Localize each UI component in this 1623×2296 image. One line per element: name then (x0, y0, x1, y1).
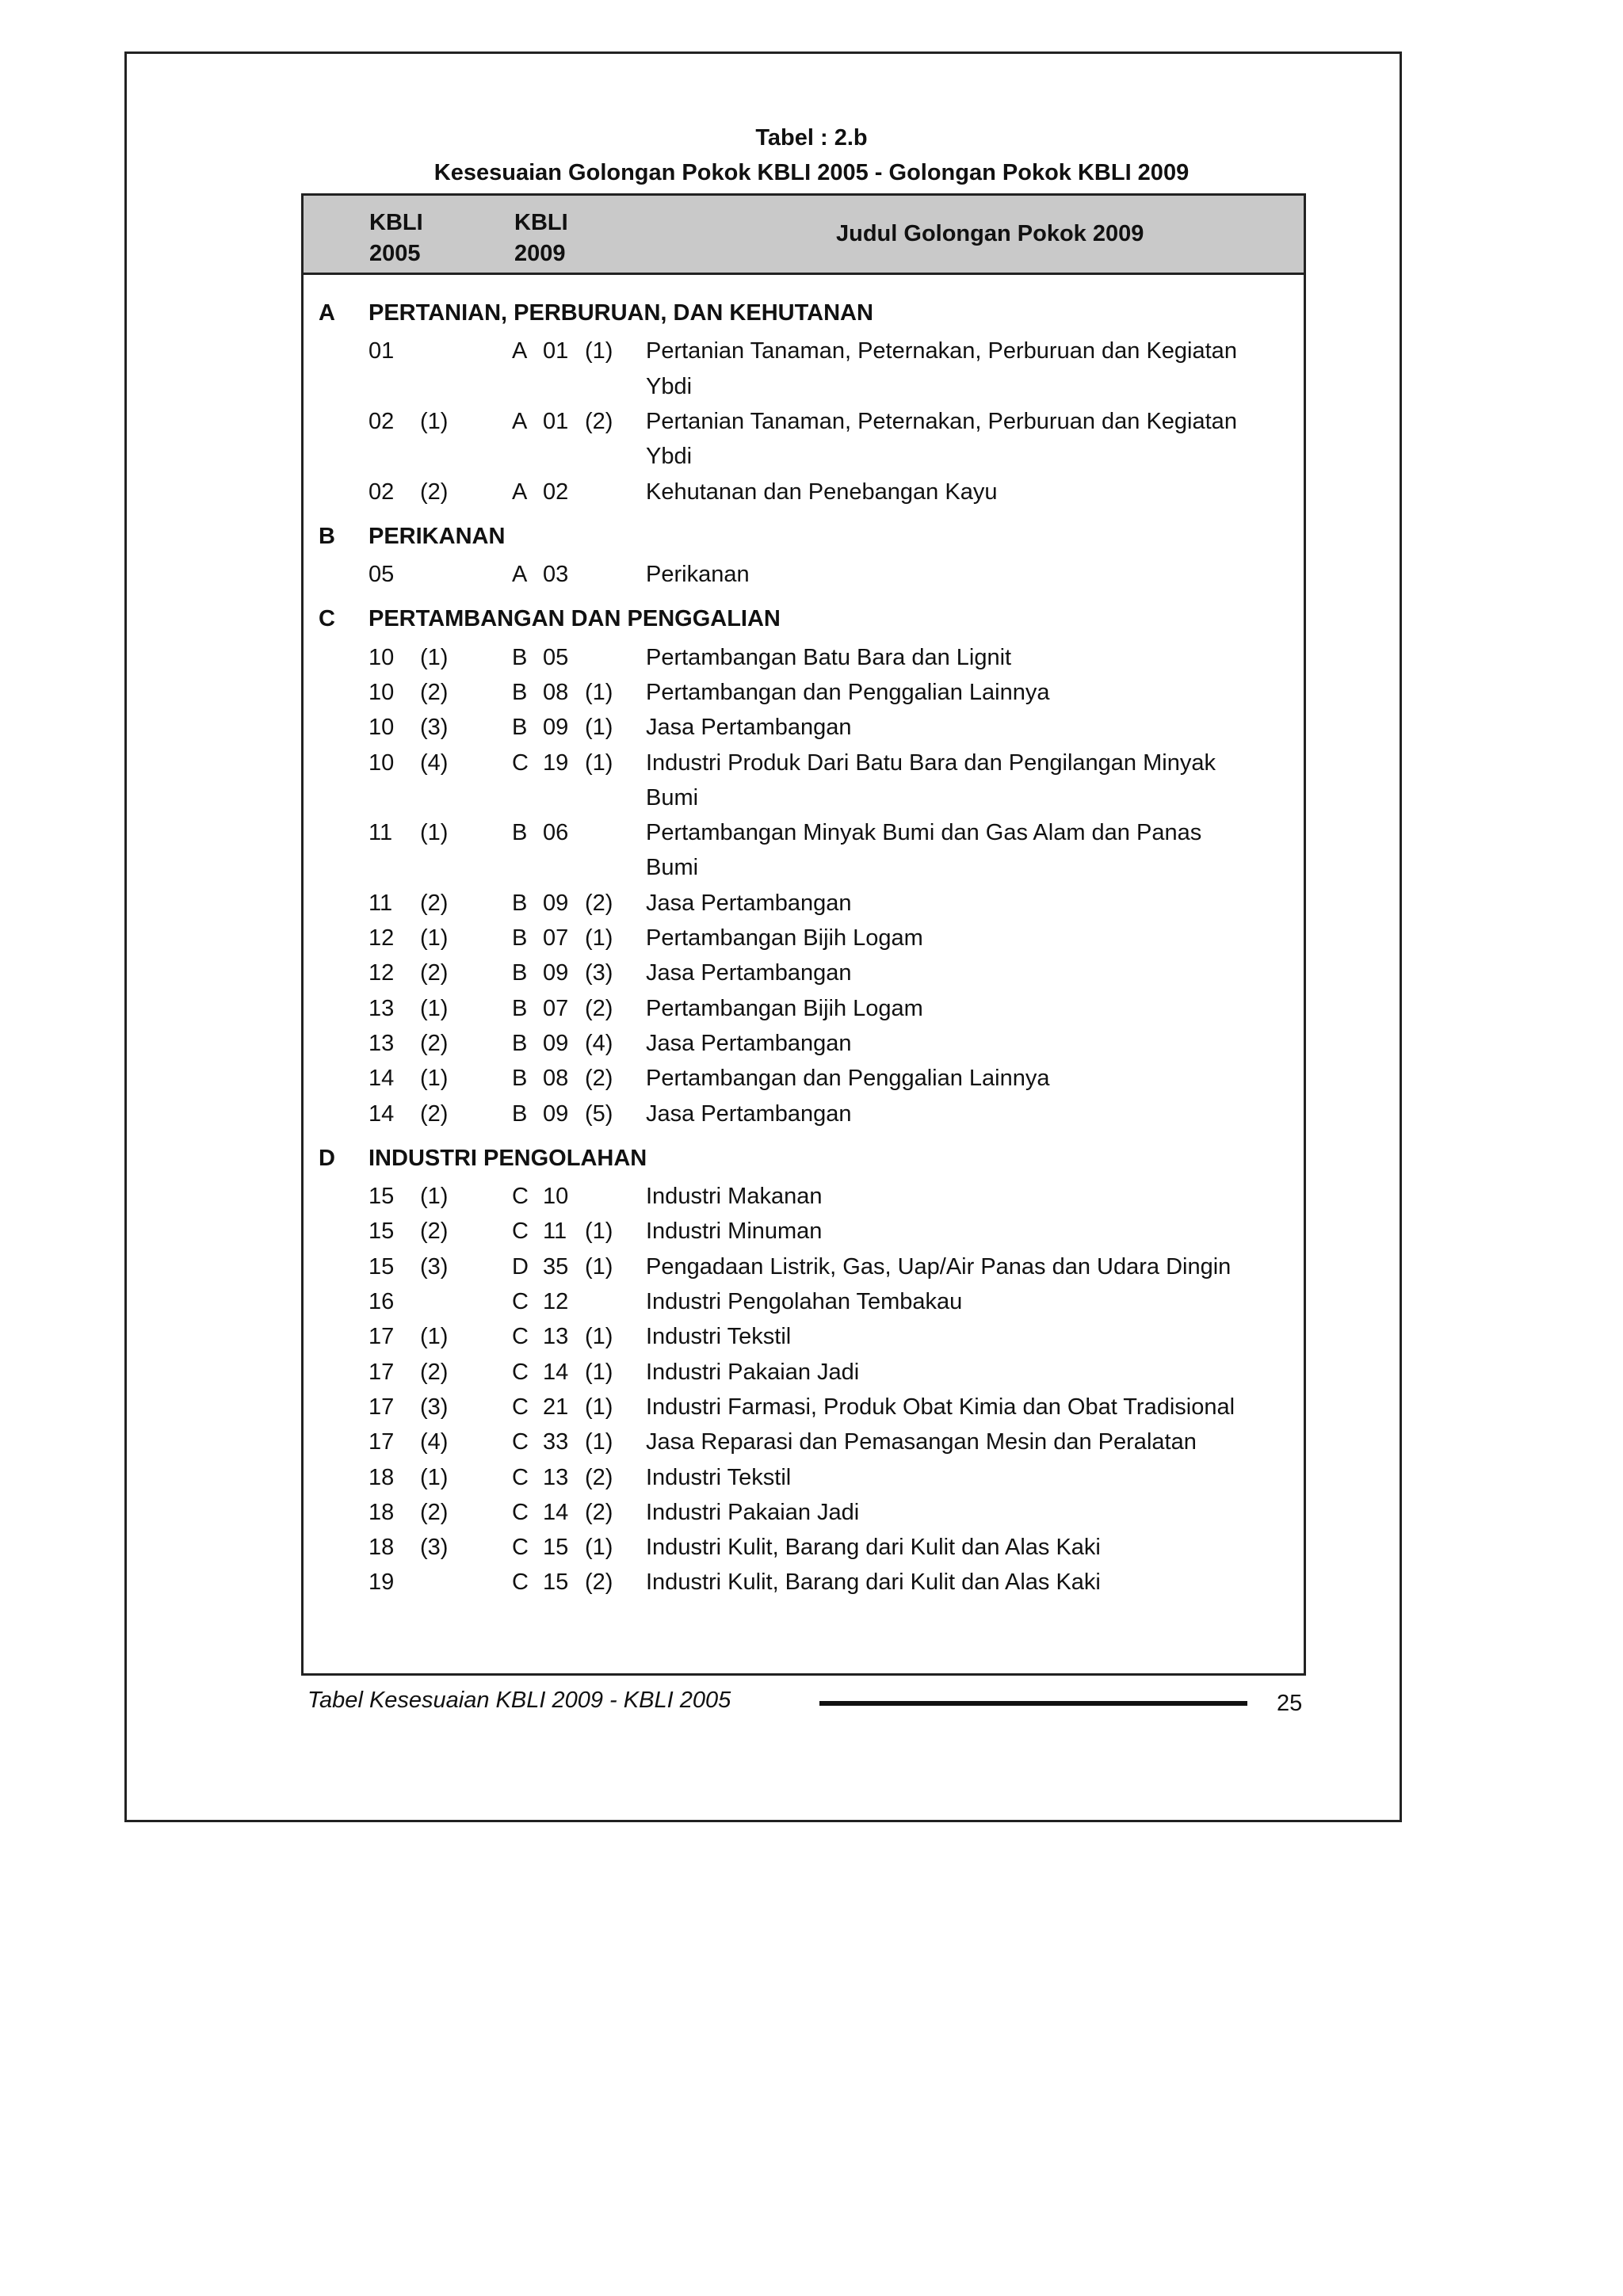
kbli-2005-part: (2) (420, 891, 449, 916)
kbli-2005-part: (3) (420, 1394, 449, 1420)
kbli-2009-part: (2) (585, 1569, 613, 1595)
kbli-2005-code: 18 (369, 1500, 395, 1525)
kbli-2005-code: 11 (369, 891, 393, 916)
kbli-2009-letter: B (512, 1101, 528, 1127)
judul-golongan: Pertambangan Bijih Logam (646, 996, 923, 1021)
kbli-2009-letter: C (512, 1465, 529, 1490)
kbli-2005-code: 16 (369, 1289, 395, 1314)
section-letter: A (319, 300, 335, 326)
title-continuation: Ybdi (646, 374, 693, 399)
kbli-2009-code: 02 (543, 479, 569, 505)
table-header (304, 196, 1304, 275)
kbli-2005-part: (1) (420, 409, 449, 434)
judul-golongan: Jasa Pertambangan (646, 891, 852, 916)
kbli-2009-part: (1) (585, 680, 613, 705)
kbli-2009-part: (2) (585, 1465, 613, 1490)
kbli-2009-code: 11 (543, 1219, 567, 1244)
kbli-2009-part: (2) (585, 1500, 613, 1525)
kbli-2009-letter: C (512, 1184, 529, 1209)
judul-golongan: Industri Tekstil (646, 1465, 792, 1490)
kbli-2005-part: (2) (420, 960, 449, 986)
judul-golongan: Pertambangan Bijih Logam (646, 925, 923, 951)
judul-golongan: Jasa Pertambangan (646, 1101, 852, 1127)
section-letter: C (319, 606, 335, 631)
kbli-2005-part: (4) (420, 750, 449, 776)
kbli-2009-code: 07 (543, 996, 569, 1021)
section-letter: D (319, 1146, 335, 1171)
kbli-2009-part: (4) (585, 1031, 613, 1056)
kbli-2009-letter: A (512, 338, 528, 364)
kbli-2005-code: 17 (369, 1324, 395, 1349)
kbli-2009-letter: C (512, 1569, 529, 1595)
judul-golongan: Pertambangan Batu Bara dan Lignit (646, 645, 1012, 670)
kbli-2005-code: 11 (369, 820, 393, 845)
judul-golongan: Pertanian Tanaman, Peternakan, Perburuan dan Kegiatan (646, 338, 1237, 364)
kbli-2009-letter: C (512, 1429, 529, 1455)
kbli-2009-part: (2) (585, 1066, 613, 1091)
kbli-2005-part: (1) (420, 820, 449, 845)
judul-golongan: Industri Kulit, Barang dari Kulit dan Alas Kaki (646, 1535, 1101, 1560)
kbli-2005-part: (2) (420, 680, 449, 705)
kbli-2005-part: (2) (420, 1031, 449, 1056)
kbli-2009-code: 09 (543, 891, 569, 916)
kbli-2009-letter: C (512, 1535, 529, 1560)
table-subtitle: Kesesuaian Golongan Pokok KBLI 2005 - Golongan Pokok KBLI 2009 (433, 160, 1190, 185)
kbli-2005-code: 02 (369, 409, 395, 434)
kbli-2009-part: (1) (585, 925, 613, 951)
section-title: PERTANIAN, PERBURUAN, DAN KEHUTANAN (369, 300, 873, 326)
kbli-2009-part: (1) (585, 1219, 613, 1244)
kbli-2009-code: 15 (543, 1535, 569, 1560)
kbli-2005-part: (1) (420, 645, 449, 670)
kbli-2009-part: (3) (585, 960, 613, 986)
kbli-2005-code: 13 (369, 996, 395, 1021)
kbli-2009-letter: C (512, 750, 529, 776)
judul-golongan: Jasa Reparasi dan Pemasangan Mesin dan Peralatan (646, 1429, 1197, 1455)
footer-rule (819, 1701, 1247, 1706)
section-letter: B (319, 524, 335, 549)
title-continuation: Ybdi (646, 444, 693, 469)
kbli-2009-letter: A (512, 479, 528, 505)
judul-golongan: Industri Minuman (646, 1219, 823, 1244)
kbli-2009-letter: B (512, 645, 528, 670)
title-continuation: Bumi (646, 785, 699, 810)
kbli-2009-code: 01 (543, 338, 569, 364)
kbli-2005-part: (1) (420, 925, 449, 951)
kbli-2009-code: 01 (543, 409, 569, 434)
kbli-2009-code: 03 (543, 562, 569, 587)
kbli-2009-part: (1) (585, 715, 613, 740)
kbli-2009-code: 09 (543, 1031, 569, 1056)
header-kbli-2005: KBLI 2005 (369, 210, 423, 266)
kbli-2005-code: 01 (369, 338, 395, 364)
kbli-2005-code: 13 (369, 1031, 395, 1056)
judul-golongan: Kehutanan dan Penebangan Kayu (646, 479, 998, 505)
kbli-2009-code: 13 (543, 1465, 569, 1490)
kbli-2009-part: (1) (585, 1324, 613, 1349)
kbli-2009-part: (1) (585, 1394, 613, 1420)
kbli-2009-part: (1) (585, 1535, 613, 1560)
kbli-2009-code: 06 (543, 820, 569, 845)
kbli-2005-part: (1) (420, 996, 449, 1021)
kbli-2009-letter: C (512, 1500, 529, 1525)
kbli-2005-part: (1) (420, 1465, 449, 1490)
kbli-2009-letter: C (512, 1394, 529, 1420)
kbli-2005-code: 18 (369, 1465, 395, 1490)
judul-golongan: Pertambangan Minyak Bumi dan Gas Alam dan Panas (646, 820, 1202, 845)
judul-golongan: Industri Farmasi, Produk Obat Kimia dan Obat Tradisional (646, 1394, 1235, 1420)
kbli-2009-part: (2) (585, 409, 613, 434)
section-title: PERTAMBANGAN DAN PENGGALIAN (369, 606, 781, 631)
kbli-2009-code: 12 (543, 1289, 569, 1314)
kbli-2005-code: 14 (369, 1066, 395, 1091)
judul-golongan: Industri Pengolahan Tembakau (646, 1289, 963, 1314)
kbli-2005-code: 15 (369, 1254, 395, 1280)
kbli-2005-part: (1) (420, 1184, 449, 1209)
kbli-2005-part: (1) (420, 1066, 449, 1091)
judul-golongan: Pertambangan dan Penggalian Lainnya (646, 1066, 1050, 1091)
kbli-2005-part: (2) (420, 1360, 449, 1385)
kbli-2005-part: (1) (420, 1324, 449, 1349)
kbli-2005-part: (3) (420, 1254, 449, 1280)
kbli-2009-letter: C (512, 1324, 529, 1349)
header-judul: Judul Golongan Pokok 2009 (836, 221, 1144, 246)
kbli-2005-part: (4) (420, 1429, 449, 1455)
kbli-2005-part: (2) (420, 479, 449, 505)
kbli-2009-code: 10 (543, 1184, 569, 1209)
kbli-2005-code: 15 (369, 1219, 395, 1244)
kbli-2009-letter: C (512, 1289, 529, 1314)
kbli-2009-letter: C (512, 1219, 529, 1244)
kbli-2009-code: 09 (543, 960, 569, 986)
kbli-2009-code: 33 (543, 1429, 569, 1455)
kbli-2005-code: 14 (369, 1101, 395, 1127)
judul-golongan: Industri Pakaian Jadi (646, 1360, 860, 1385)
kbli-2005-code: 15 (369, 1184, 395, 1209)
kbli-2009-letter: B (512, 996, 528, 1021)
kbli-2009-code: 19 (543, 750, 569, 776)
kbli-2005-code: 10 (369, 680, 395, 705)
judul-golongan: Industri Kulit, Barang dari Kulit dan Alas Kaki (646, 1569, 1101, 1595)
kbli-2005-code: 02 (369, 479, 395, 505)
kbli-2009-part: (2) (585, 891, 613, 916)
kbli-2005-code: 19 (369, 1569, 395, 1595)
kbli-2005-part: (3) (420, 715, 449, 740)
page-number: 25 (1277, 1691, 1303, 1716)
kbli-2009-code: 15 (543, 1569, 569, 1595)
kbli-2009-code: 14 (543, 1360, 569, 1385)
kbli-2009-letter: B (512, 925, 528, 951)
judul-golongan: Pengadaan Listrik, Gas, Uap/Air Panas dan Udara Dingin (646, 1254, 1232, 1280)
kbli-2009-code: 05 (543, 645, 569, 670)
kbli-2009-code: 07 (543, 925, 569, 951)
kbli-2009-part: (1) (585, 1360, 613, 1385)
kbli-2005-code: 17 (369, 1360, 395, 1385)
kbli-2005-part: (2) (420, 1500, 449, 1525)
kbli-2009-code: 21 (543, 1394, 569, 1420)
kbli-2009-letter: A (512, 409, 528, 434)
kbli-2009-letter: B (512, 820, 528, 845)
kbli-2009-letter: B (512, 1066, 528, 1091)
judul-golongan: Pertambangan dan Penggalian Lainnya (646, 680, 1050, 705)
kbli-2009-part: (1) (585, 750, 613, 776)
section-title: PERIKANAN (369, 524, 506, 549)
kbli-2009-letter: B (512, 960, 528, 986)
table-title: Tabel : 2.b (755, 125, 868, 151)
kbli-2009-letter: C (512, 1360, 529, 1385)
kbli-2009-code: 35 (543, 1254, 569, 1280)
header-kbli-2009: KBLI 2009 (514, 210, 568, 266)
kbli-2009-letter: B (512, 680, 528, 705)
judul-golongan: Industri Tekstil (646, 1324, 792, 1349)
judul-golongan: Jasa Pertambangan (646, 715, 852, 740)
kbli-2009-code: 09 (543, 1101, 569, 1127)
kbli-2005-part: (2) (420, 1101, 449, 1127)
kbli-2009-code: 09 (543, 715, 569, 740)
judul-golongan: Industri Makanan (646, 1184, 823, 1209)
kbli-2009-part: (1) (585, 338, 613, 364)
kbli-2009-code: 08 (543, 1066, 569, 1091)
kbli-2005-code: 10 (369, 750, 395, 776)
judul-golongan: Pertanian Tanaman, Peternakan, Perburuan dan Kegiatan (646, 409, 1237, 434)
kbli-2005-part: (3) (420, 1535, 449, 1560)
kbli-2009-letter: B (512, 1031, 528, 1056)
judul-golongan: Jasa Pertambangan (646, 1031, 852, 1056)
kbli-2009-code: 08 (543, 680, 569, 705)
kbli-2009-part: (2) (585, 996, 613, 1021)
kbli-2005-code: 10 (369, 645, 395, 670)
title-continuation: Bumi (646, 855, 699, 880)
judul-golongan: Perikanan (646, 562, 750, 587)
judul-golongan: Industri Produk Dari Batu Bara dan Pengilangan Minyak (646, 750, 1216, 776)
footer-text: Tabel Kesesuaian KBLI 2009 - KBLI 2005 (307, 1688, 731, 1713)
kbli-2009-letter: A (512, 562, 528, 587)
kbli-2005-code: 10 (369, 715, 395, 740)
kbli-2005-code: 18 (369, 1535, 395, 1560)
kbli-2009-part: (5) (585, 1101, 613, 1127)
judul-golongan: Industri Pakaian Jadi (646, 1500, 860, 1525)
section-title: INDUSTRI PENGOLAHAN (369, 1146, 647, 1171)
kbli-2009-code: 13 (543, 1324, 569, 1349)
judul-golongan: Jasa Pertambangan (646, 960, 852, 986)
kbli-2005-code: 17 (369, 1394, 395, 1420)
kbli-2005-code: 05 (369, 562, 395, 587)
kbli-2005-code: 12 (369, 925, 395, 951)
kbli-2009-code: 14 (543, 1500, 569, 1525)
kbli-2009-letter: D (512, 1254, 529, 1280)
kbli-2009-letter: B (512, 891, 528, 916)
kbli-2005-code: 17 (369, 1429, 395, 1455)
kbli-2009-letter: B (512, 715, 528, 740)
kbli-2005-code: 12 (369, 960, 395, 986)
kbli-2009-part: (1) (585, 1429, 613, 1455)
kbli-2005-part: (2) (420, 1219, 449, 1244)
kbli-2009-part: (1) (585, 1254, 613, 1280)
